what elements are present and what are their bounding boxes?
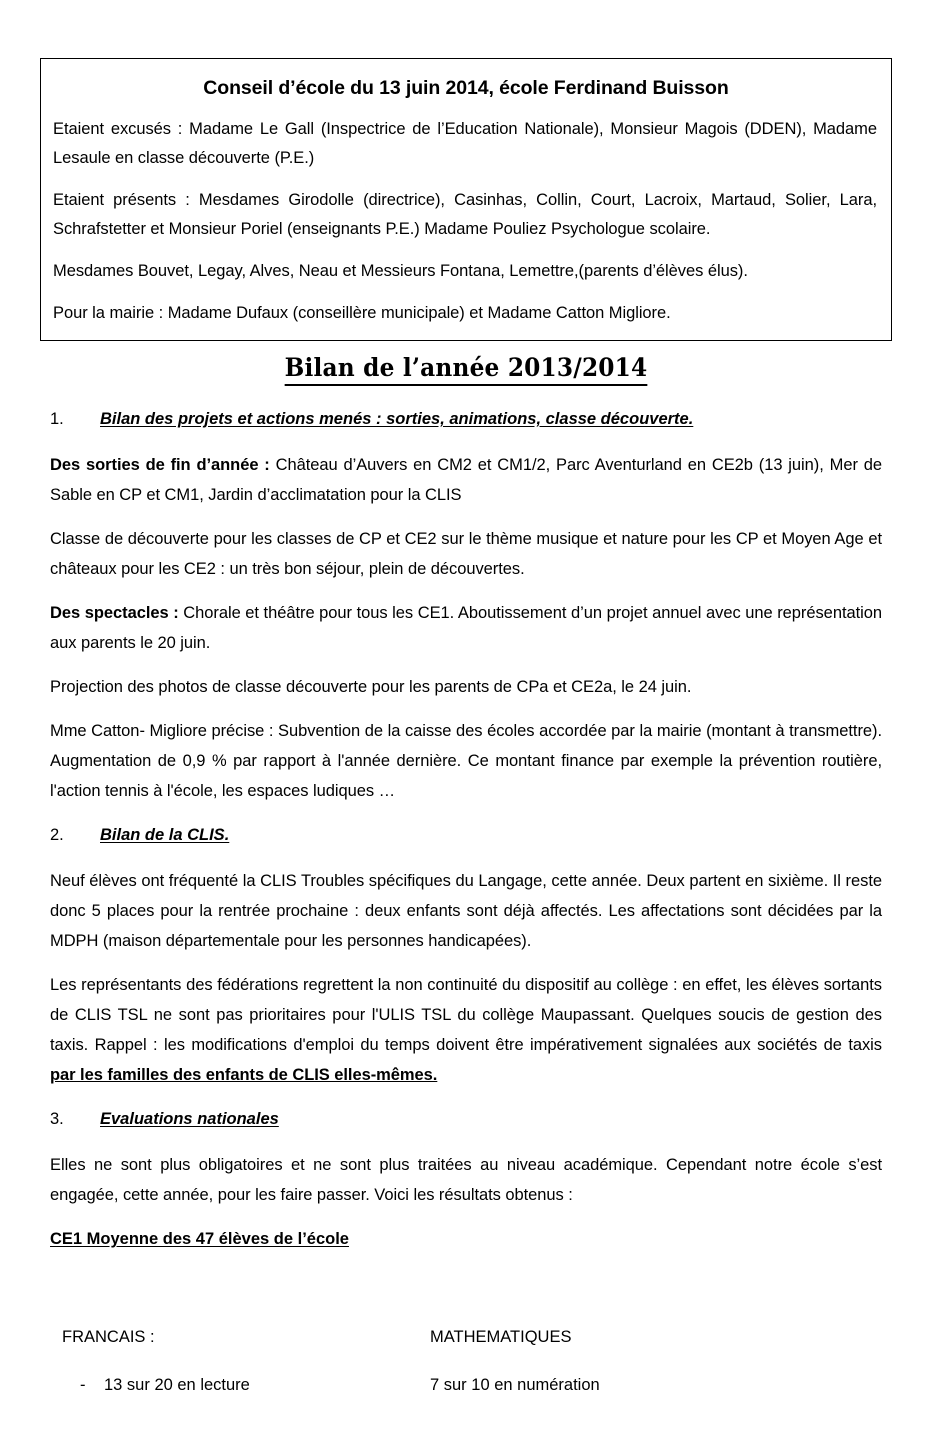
- attendance-header-box: [40, 58, 892, 341]
- city-hall-paragraph: Pour la mairie : Madame Dufaux (conseillère municipale) et Madame Catton Migliore.: [53, 304, 671, 322]
- page-title: [0, 353, 932, 386]
- mathematiques-result-value: 7 sur 10 en numération: [430, 1376, 600, 1394]
- sorties-lead-label: Des sorties de fin d’année :: [50, 456, 276, 474]
- mathematiques-column-header: MATHEMATIQUES: [430, 1328, 572, 1346]
- francais-result-value: 13 sur 20 en lecture: [104, 1376, 250, 1394]
- section-number-2: 2.: [50, 826, 64, 844]
- section-title-2: Bilan de la CLIS.: [100, 826, 230, 844]
- clis-families-emphasis: par les familles des enfants de CLIS elles-mêmes.: [50, 1066, 438, 1084]
- francais-column-header: FRANCAIS :: [62, 1328, 155, 1346]
- section-title-1: Bilan des projets et actions menés : sorties, animations, classe découverte.: [100, 410, 694, 428]
- sorties-body-text: Château d’Auvers en CM2 et CM1/2, Parc Aventurland en CE2b (13 juin), Mer de Sable en CP et CM1, Jardin d’acclimatation pour la CLIS: [50, 456, 882, 504]
- section-number-1: 1.: [50, 410, 64, 428]
- results-header-row: [62, 1322, 882, 1352]
- paragraph-classe-decouverte: Classe de découverte pour les classes de CP et CE2 sur le thème musique et nature pour les CP et Moyen Age et châteaux pour les CE2 : un très bon séjour, plein de découvertes.: [50, 530, 882, 578]
- paragraph-spectacles: [50, 598, 882, 658]
- paragraph-projection: Projection des photos de classe découverte pour les parents de CPa et CE2a, le 24 juin.: [50, 678, 692, 696]
- paragraph-clis-effectifs: Neuf élèves ont fréquenté la CLIS Troubles spécifiques du Langage, cette année. Deux partent en sixième. Il reste donc 5 places pour la rentrée prochaine : deux enfants sont déjà affectés. Les affectations sont décidées par la MDPH (maison départementale pour les personnes handicapées).: [50, 872, 882, 950]
- parent-representatives-paragraph: Mesdames Bouvet, Legay, Alves, Neau et Messieurs Fontana, Lemettre,(parents d’élèves élus).: [53, 262, 748, 280]
- results-value-row: [62, 1370, 882, 1400]
- paragraph-clis-federations: [50, 970, 882, 1090]
- ce1-average-heading-wrap: [50, 1224, 882, 1270]
- clis-federations-text: Les représentants des fédérations regrettent la non continuité du dispositif au collège : en effet, les élèves sortants de CLIS TSL ne sont pas prioritaires pour l'ULIS TSL du collège Maupassant. Quelques soucis de gestion des taxis. Rappel : les modifications d'emploi du temps doivent être impérativement signalées aux sociétés de taxis: [50, 976, 882, 1054]
- meeting-title: Conseil d’école du 13 juin 2014, école Ferdinand Buisson: [203, 77, 729, 99]
- section-heading-2: [50, 820, 882, 850]
- page-title-text: Bilan de l’année 2013/2014: [285, 353, 648, 386]
- paragraph-sorties: [50, 450, 882, 510]
- section-number-3: 3.: [50, 1110, 64, 1128]
- excused-members-paragraph: Etaient excusés : Madame Le Gall (Inspectrice de l’Education Nationale), Monsieur Magois (DDEN), Madame Lesaule en classe découverte (P.E.): [53, 120, 877, 167]
- section-title-3: Evaluations nationales: [100, 1110, 279, 1128]
- paragraph-subvention: Mme Catton- Migliore précise : Subvention de la caisse des écoles accordée par la mairie (montant à transmettre). Augmentation de 0,9 % par rapport à l'année dernière. Ce montant finance par exemple la prévention routière, l'action tennis à l'école, les espaces ludiques …: [50, 722, 882, 800]
- ce1-average-heading: CE1 Moyenne des 47 élèves de l’école: [50, 1230, 349, 1248]
- present-members-paragraph: Etaient présents : Mesdames Girodolle (directrice), Casinhas, Collin, Court, Lacroix, Martaud, Solier, Lara, Schrafstetter et Monsieur Poriel (enseignants P.E.) Madame Pouliez Psychologue scolaire.: [53, 191, 877, 238]
- spectacles-body-text: Chorale et théâtre pour tous les CE1. Aboutissement d’un projet annuel avec une représentation aux parents le 20 juin.: [50, 604, 883, 652]
- francais-result-cell: [62, 1370, 430, 1400]
- bullet-dash-icon: -: [80, 1376, 86, 1394]
- results-table: [62, 1322, 882, 1418]
- document-body: [50, 404, 882, 1288]
- paragraph-evaluations: Elles ne sont plus obligatoires et ne sont plus traitées au niveau académique. Cependant notre école s’est engagée, cette année, pour les faire passer. Voici les résultats obtenus :: [50, 1156, 882, 1204]
- section-heading-1: [50, 404, 882, 434]
- section-heading-3: [50, 1104, 882, 1134]
- spectacles-lead-label: Des spectacles :: [50, 604, 184, 622]
